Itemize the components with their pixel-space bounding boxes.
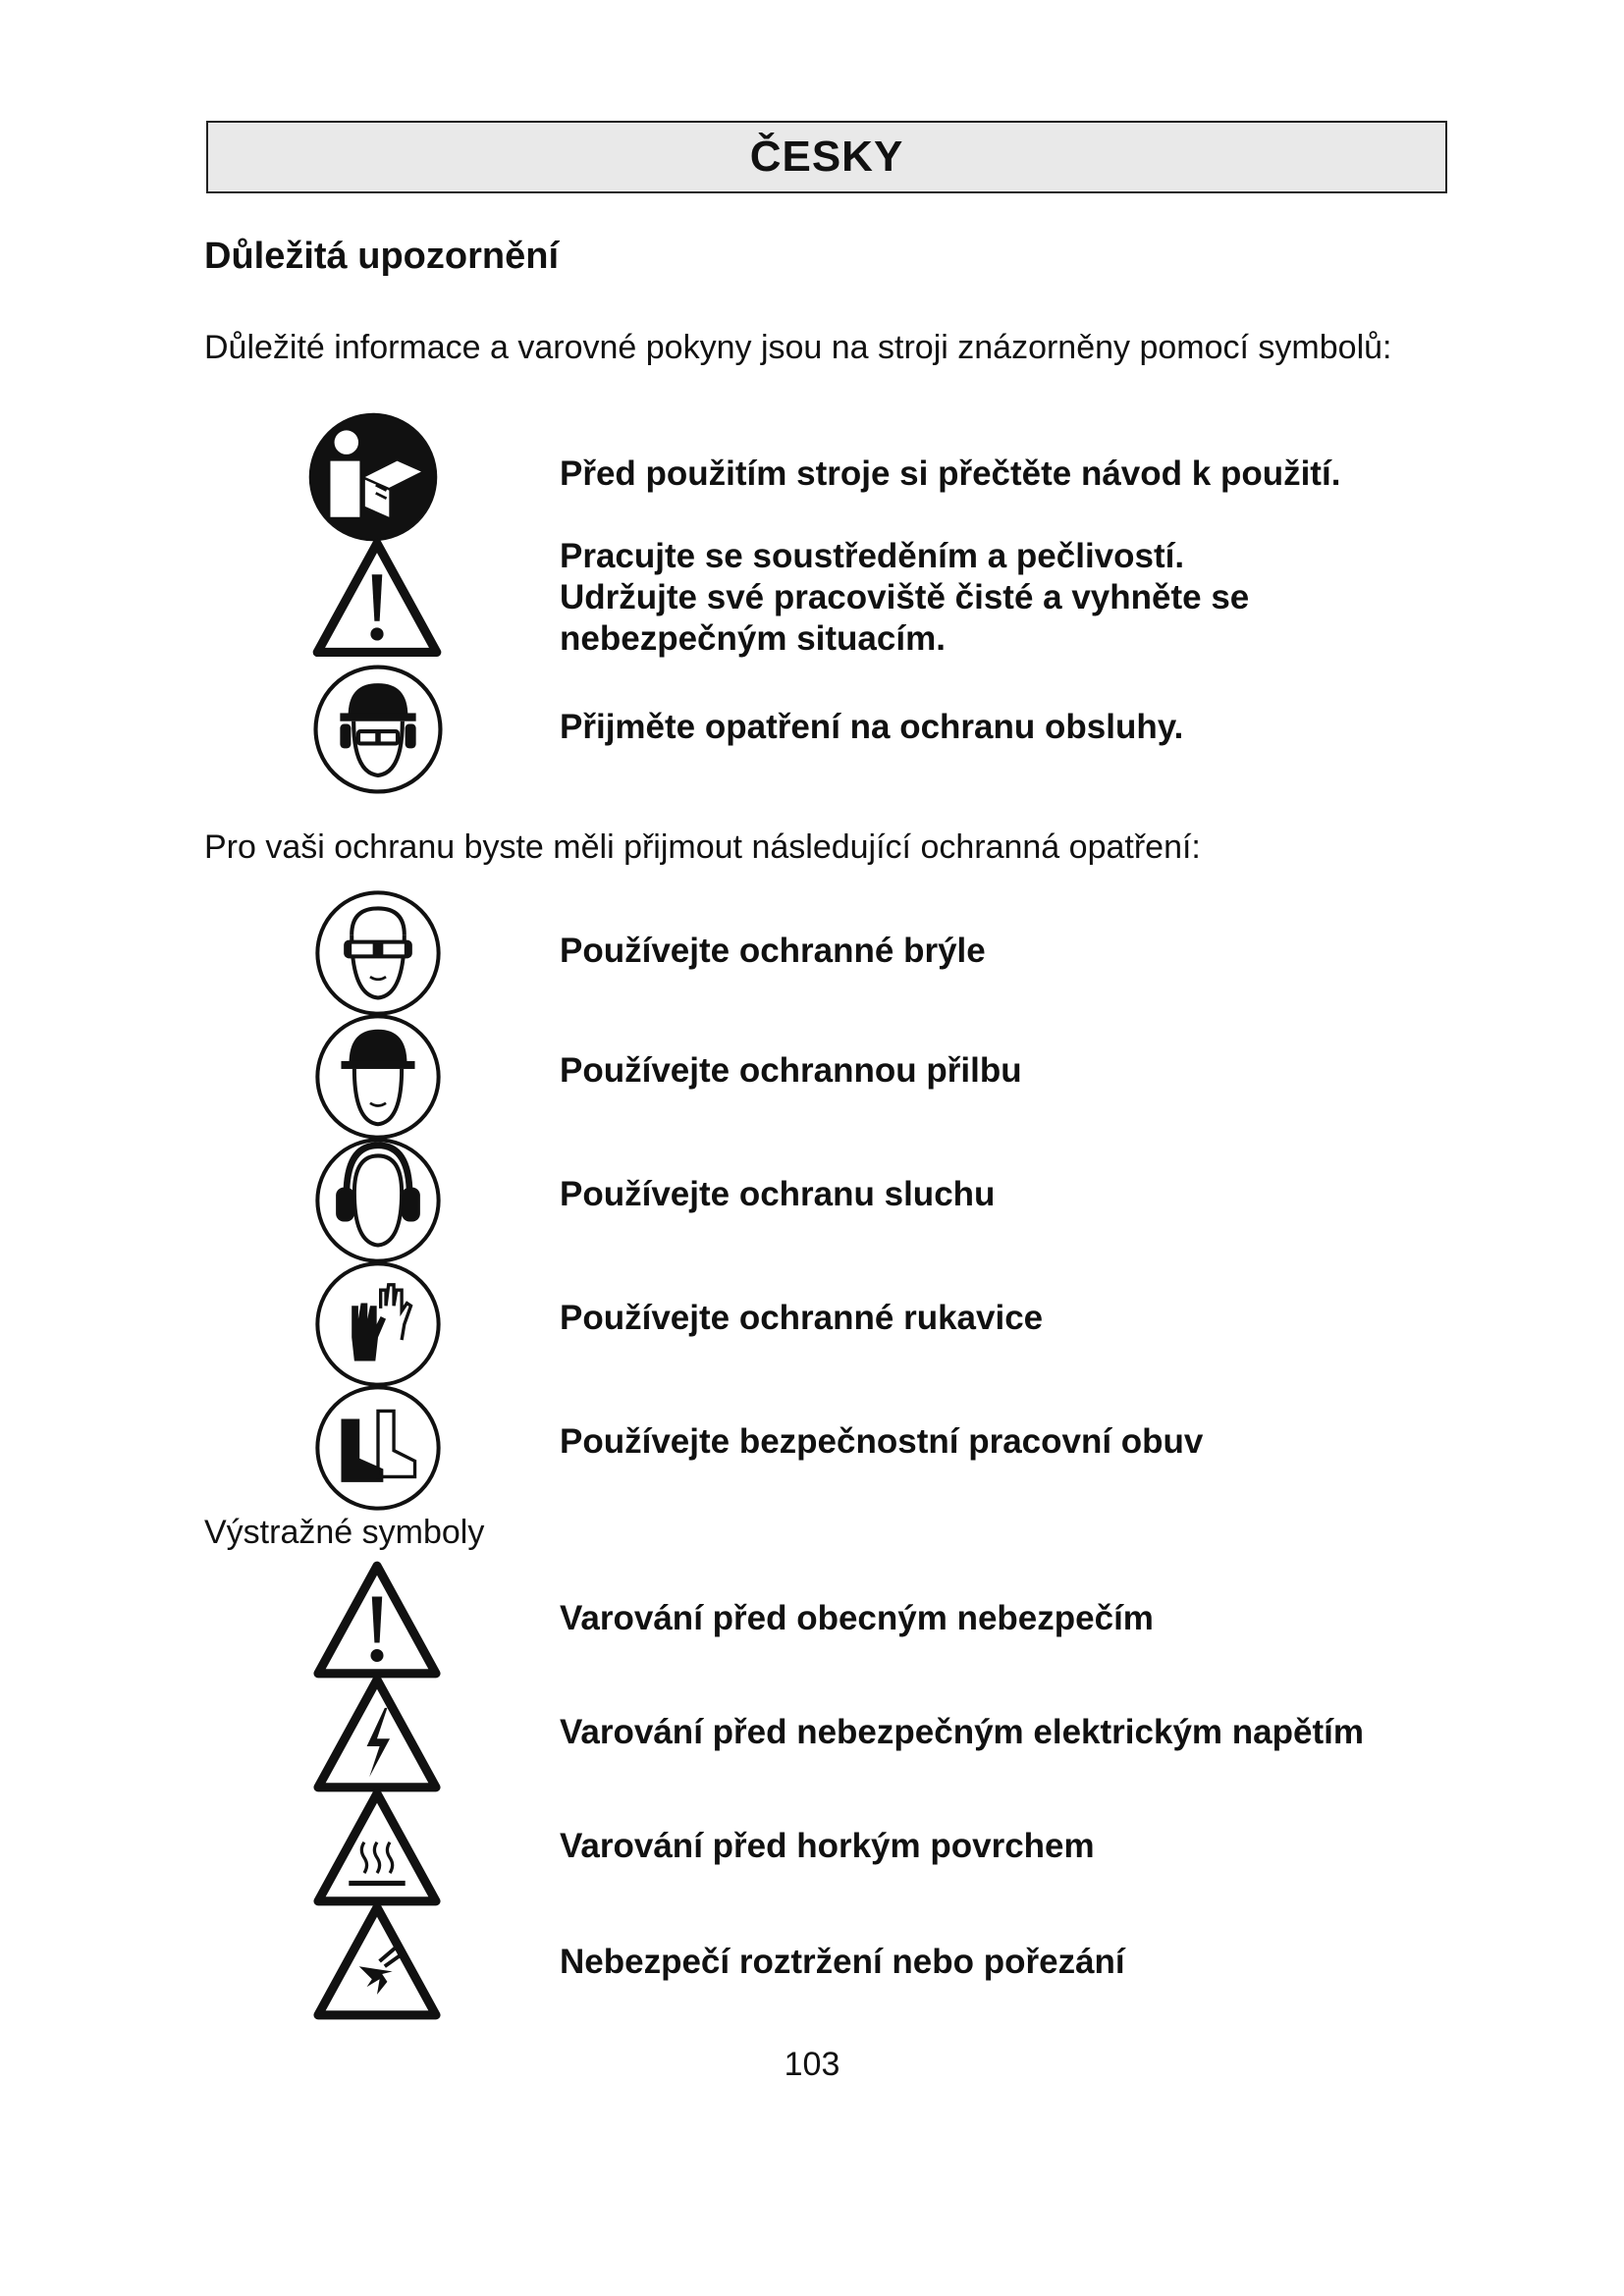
protection-label-goggles: Používejte ochranné brýle (560, 932, 986, 970)
symbol-label-operator-protection: Přijměte opatření na ochranu obsluhy. (560, 708, 1184, 746)
concentration-line-3: nebezpečným situacím. (560, 619, 946, 658)
concentration-line-1: Pracujte se soustředěním a pečlivostí. (560, 537, 1185, 575)
read-manual-icon (306, 410, 440, 544)
protection-label-helmet: Používejte ochrannou přilbu (560, 1051, 1022, 1090)
ear-protection-icon (312, 1135, 444, 1266)
intro-text: Důležité informace a varovné pokyny jsou na stroji znázorněny pomocí symbolů: (204, 329, 1392, 366)
language-title: ČESKY (749, 133, 904, 181)
helmet-icon (312, 1011, 444, 1143)
general-danger-icon (312, 1561, 442, 1679)
protection-intro: Pro vaši ochranu byste měli přijmout následující ochranná opatření: (204, 828, 1201, 866)
warning-exclamation-icon (312, 538, 442, 658)
warning-label-cut: Nebezpečí roztržení nebo pořezání (560, 1943, 1125, 1981)
safety-goggles-icon (312, 887, 444, 1019)
gloves-icon (312, 1258, 444, 1390)
warning-label-general: Varování před obecným nebezpečím (560, 1599, 1154, 1637)
page-number: 103 (784, 2046, 840, 2083)
full-protection-icon (310, 662, 446, 797)
safety-boots-icon (312, 1382, 444, 1514)
electric-voltage-icon (312, 1675, 442, 1792)
cut-hazard-icon (312, 1902, 442, 2020)
symbol-label-concentration (560, 536, 1249, 660)
protection-label-gloves: Používejte ochranné rukavice (560, 1299, 1044, 1337)
symbol-label-read-manual: Před použitím stroje si přečtěte návod k použití. (560, 454, 1341, 493)
concentration-line-2: Udržujte své pracoviště čisté a vyhněte se (560, 578, 1250, 616)
protection-label-boots: Používejte bezpečnostní pracovní obuv (560, 1422, 1204, 1461)
warning-heading: Výstražné symboly (204, 1514, 485, 1551)
warning-label-hot-surface: Varování před horkým povrchem (560, 1827, 1095, 1865)
language-header (206, 121, 1447, 193)
warning-label-electric: Varování před nebezpečným elektrickým napětím (560, 1713, 1364, 1751)
protection-label-ears: Používejte ochranu sluchu (560, 1175, 996, 1213)
section-title: Důležitá upozornění (204, 236, 559, 277)
hot-surface-icon (312, 1789, 442, 1906)
